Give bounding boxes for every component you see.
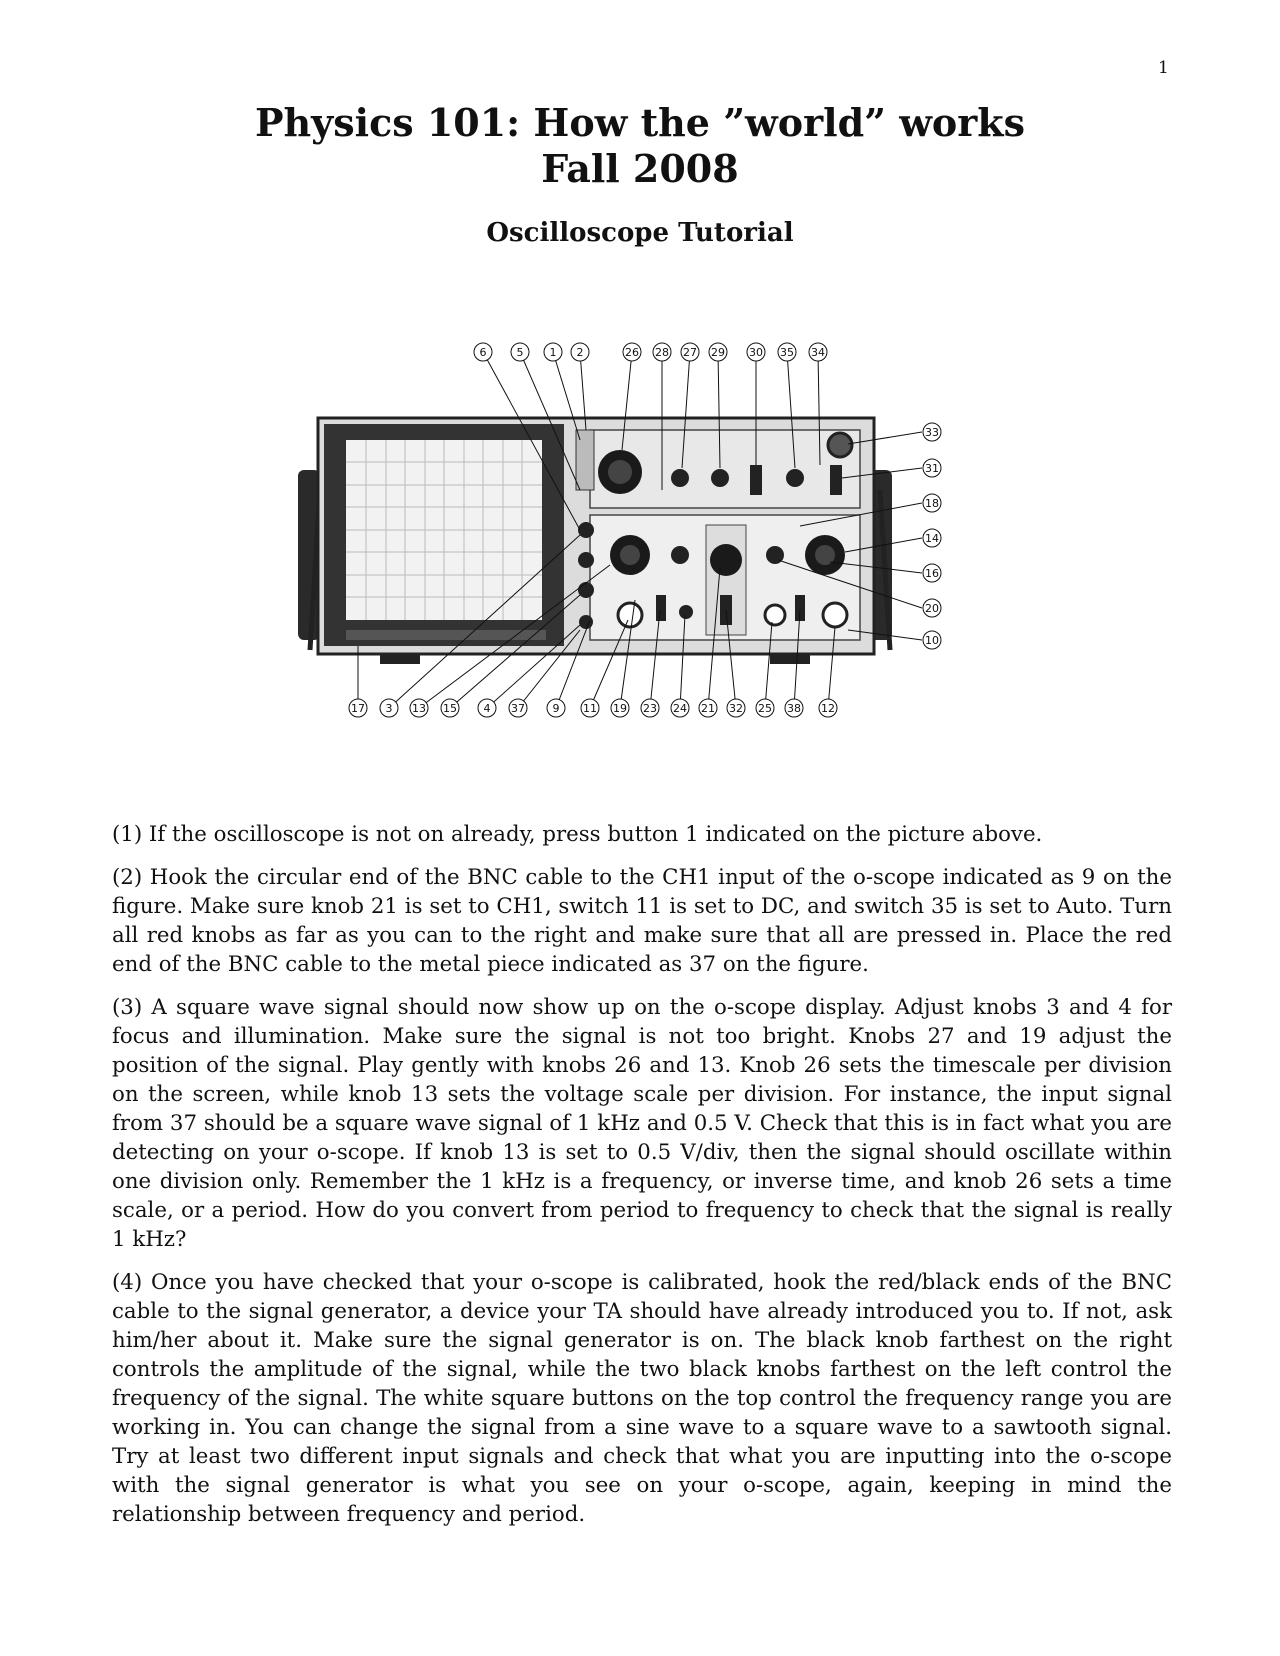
title-line-2: Fall 2008 (541, 146, 739, 191)
page-number: 1 (1158, 58, 1169, 78)
callout-right: 20 (925, 602, 939, 615)
callout-top: 34 (811, 346, 825, 359)
callout-right: 14 (925, 532, 939, 545)
callout-top: 5 (516, 346, 524, 359)
callout-bottom: 17 (351, 702, 365, 715)
callout-bottom: 37 (511, 702, 525, 715)
callout-bottom: 25 (758, 702, 772, 715)
callout-top: 28 (655, 346, 669, 359)
callout-bottom: 21 (701, 702, 715, 715)
callout-bottom: 23 (643, 702, 657, 715)
title-line-1: Physics 101: How the ”world” works (254, 100, 1026, 145)
callout-bottom: 4 (483, 702, 491, 715)
callout-top: 6 (479, 346, 487, 359)
callout-right: 33 (925, 426, 939, 439)
oscilloscope-figure (290, 340, 1010, 760)
callout-top: 26 (625, 346, 639, 359)
callout-right: 18 (925, 497, 939, 510)
step-paragraph-2: (2) Hook the circular end of the BNC cable to the CH1 input of the o-scope indicated as 9 on the figure. Make sure knob 21 is set to CH1, switch 11 is set to DC, and switch 35 is set to Auto. Turn all red knobs as far as you can to the right and make sure that all are pressed in. Place the red end of the BNC cable to the metal piece indicated as 37 on the figure. (112, 865, 1172, 977)
callout-top: 27 (683, 346, 697, 359)
callout-bottom: 15 (443, 702, 457, 715)
callout-top: 29 (711, 346, 725, 359)
callout-bottom: 32 (729, 702, 743, 715)
callout-bottom: 11 (583, 702, 597, 715)
callout-top: 35 (780, 346, 794, 359)
page-title (0, 100, 1280, 192)
tutorial-body (112, 820, 1172, 1543)
callout-bottom: 9 (552, 702, 560, 715)
callout-right: 16 (925, 567, 939, 580)
callout-bottom: 19 (613, 702, 627, 715)
callout-right: 10 (925, 634, 939, 647)
callout-bottom: 24 (673, 702, 687, 715)
step-paragraph-3: (3) A square wave signal should now show up on the o-scope display. Adjust knobs 3 and 4 for focus and illumination. Make sure the signal is not too bright. Knobs 27 and 19 adjust the position of the signal. Play gently with knobs 26 and 13. Knob 26 sets the timescale per division on the screen, while knob 13 sets the voltage scale per division. For instance, the input signal from 37 should be a square wave signal of 1 kHz and 0.5 V. Check that this is in fact what you are detecting on your o-scope. If knob 13 is set to 0.5 V/div, then the signal should oscillate within one division only. Remember the 1 kHz is a frequency, or inverse time, and knob 26 sets a time scale, or a period. How do you convert from period to frequency to check that the signal is really 1 kHz? (112, 995, 1172, 1252)
page-subtitle: Oscilloscope Tutorial (486, 218, 794, 248)
callout-top: 1 (549, 346, 557, 359)
callout-bottom: 12 (821, 702, 835, 715)
callout-right: 31 (925, 462, 939, 475)
step-paragraph-1: (1) If the oscilloscope is not on already, press button 1 indicated on the picture above. (112, 822, 1043, 847)
callout-top: 30 (749, 346, 763, 359)
step-paragraph-4: (4) Once you have checked that your o-scope is calibrated, hook the red/black ends of the BNC cable to the signal generator, a device your TA should have already introduced you to. If not, ask him/her about it. Make sure the signal generator is on. The black knob farthest on the right controls the amplitude of the signal, while the two black knobs farthest on the left control the frequency of the signal. The white square buttons on the top control the frequency range you are working in. You can change the signal from a sine wave to a square wave to a sawtooth signal. Try at least two different input signals and check that what you are inputting into the o-scope with the signal generator is what you see on your o-scope, again, keeping in mind the relationship between frequency and period. (112, 1270, 1172, 1527)
callout-bottom: 13 (412, 702, 426, 715)
callout-top: 2 (576, 346, 584, 359)
callout-bottom: 3 (385, 702, 393, 715)
callout-bottom: 38 (787, 702, 801, 715)
